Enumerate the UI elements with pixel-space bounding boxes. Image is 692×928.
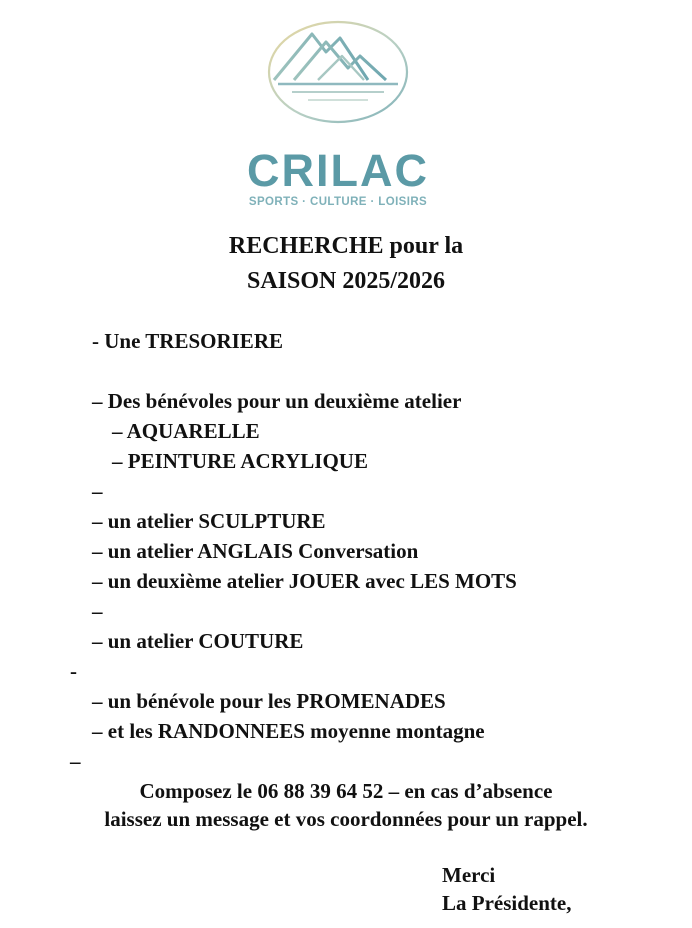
heading-line-1: RECHERCHE pour la <box>228 233 464 259</box>
brand-name: CRILAC <box>247 145 429 196</box>
list-item-tresoriere: - Une TRESORIERE <box>92 329 283 353</box>
brand-tagline: SPORTS · CULTURE · LOISIRS <box>248 196 428 208</box>
heading-line-2: SAISON 2025/2026 <box>246 268 446 294</box>
list-item-anglais: – un atelier ANGLAIS Conversation <box>92 539 419 563</box>
contact-line-2: laissez un message et vos coordonnées pour un rappel. <box>104 807 588 831</box>
mountain-lake-logo-icon <box>264 18 412 126</box>
list-item-benevoles-atelier: – Des bénévoles pour un deuxième atelier <box>92 389 462 413</box>
signature-role: La Présidente, <box>442 891 572 915</box>
list-item-blank-dash: - <box>70 659 77 683</box>
list-item-sculpture: – un atelier SCULPTURE <box>92 509 326 533</box>
list-item-aquarelle: – AQUARELLE <box>112 419 260 443</box>
list-item-peinture-acrylique: – PEINTURE ACRYLIQUE <box>112 449 368 473</box>
crilac-logo <box>218 18 458 208</box>
list-item-promenades: – un bénévole pour les PROMENADES <box>92 689 446 713</box>
list-item-couture: – un atelier COUTURE <box>92 629 304 653</box>
list-item-blank-dash: – <box>92 479 103 503</box>
contact-line-1: Composez le 06 88 39 64 52 – en cas d’absence <box>139 779 553 803</box>
list-item-blank-dash: – <box>70 749 81 773</box>
list-item-blank-dash: – <box>92 599 103 623</box>
signature-merci: Merci <box>442 863 496 887</box>
list-item-randonnees: – et les RANDONNEES moyenne montagne <box>92 719 485 743</box>
list-item-jouer-mots: – un deuxième atelier JOUER avec LES MOTS <box>92 569 517 593</box>
